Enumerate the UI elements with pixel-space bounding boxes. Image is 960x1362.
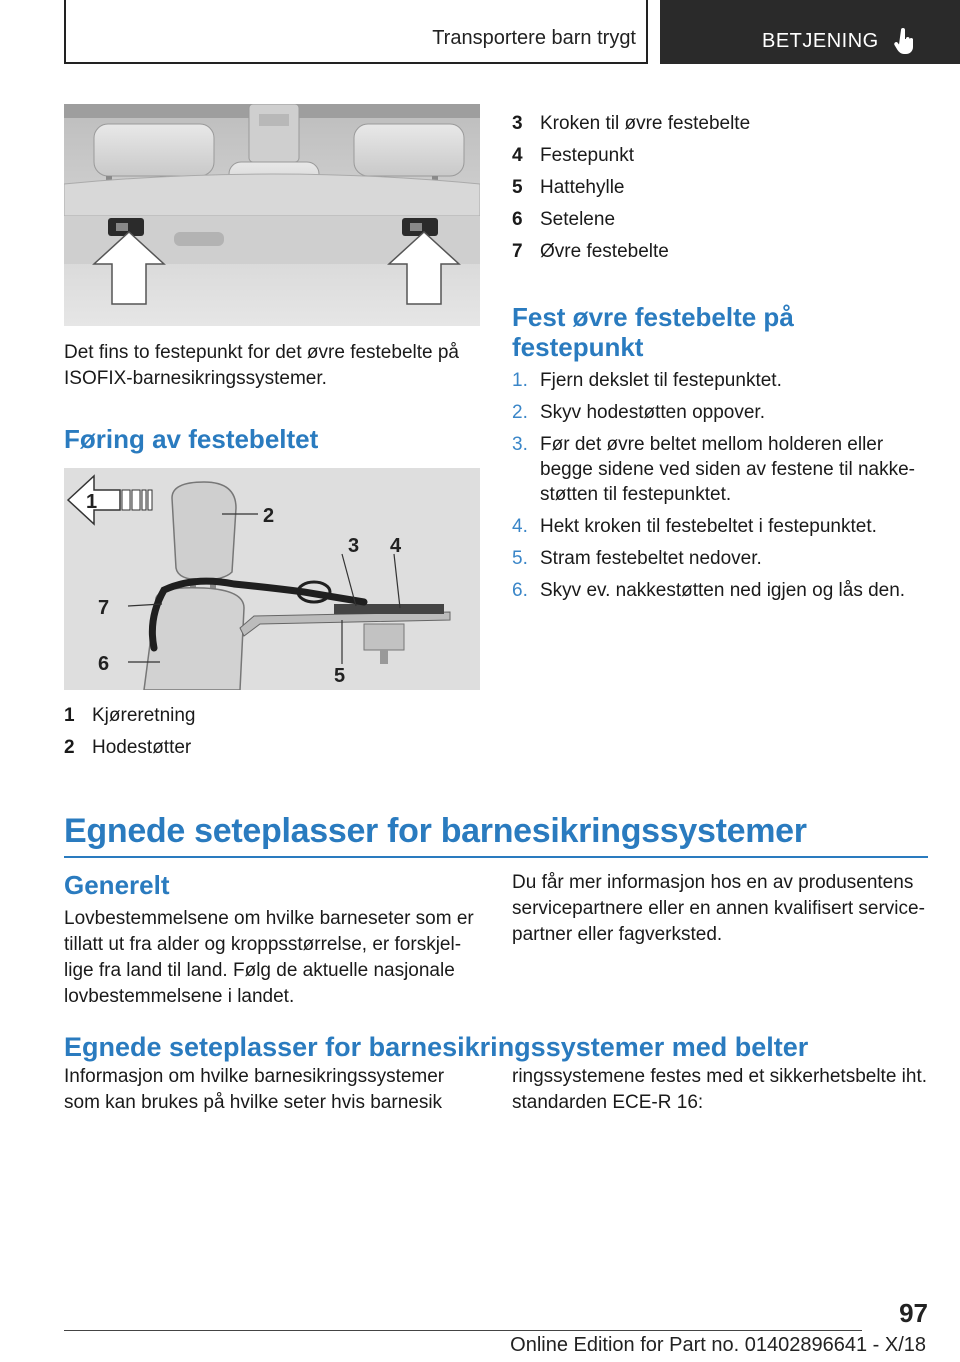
legend-text: Kroken til øvre festebelte	[540, 113, 751, 134]
step-item	[512, 546, 928, 571]
strap-routing-figure	[64, 468, 480, 690]
legend-number: 4	[512, 145, 523, 166]
legend-number: 6	[512, 209, 523, 230]
step-number: 2.	[512, 402, 528, 423]
legend-left	[64, 700, 480, 764]
rear-seat-anchor-figure	[64, 104, 480, 326]
legend-text: Hodestøtter	[92, 737, 192, 758]
steps-list	[512, 368, 928, 610]
callout-1: 1	[86, 491, 98, 513]
general-text-left: Lovbestemmelsene om hvilke barneseter som er tillatt ut fra alder og kroppsstørrelse, er forskjellige fra land til land. Følg de aktuelle nasjonale lovbestemmelsene i landet.	[64, 908, 474, 1007]
heading-attach-strap: Fest øvre festebelte på festepunkt	[512, 302, 794, 362]
callout-6: 6	[98, 653, 110, 675]
callout-4: 4	[390, 535, 402, 557]
callout-3: 3	[348, 535, 360, 557]
step-text: Hekt kroken til festebeltet i festepunktet.	[540, 516, 877, 537]
step-number: 6.	[512, 580, 528, 601]
callout-2: 2	[263, 505, 275, 527]
legend-item	[64, 700, 480, 732]
heading-belted-seats: Egnede seteplasser for barnesikringssystemer med belter	[64, 1032, 809, 1062]
legend-item	[512, 204, 928, 236]
legend-number: 7	[512, 241, 523, 262]
legend-item	[512, 236, 928, 268]
callout-7: 7	[98, 597, 110, 619]
pointing-hand-icon	[894, 28, 916, 54]
step-text: Fjern dekslet til festepunktet.	[540, 370, 782, 391]
callout-5: 5	[334, 665, 346, 687]
step-number: 1.	[512, 370, 528, 391]
step-text: Skyv ev. nakkestøtten ned igjen og lås den.	[540, 580, 906, 601]
legend-item	[512, 108, 928, 140]
legend-text: Festepunkt	[540, 145, 634, 166]
section-title: Egnede seteplasser for barnesikringssystemer	[64, 812, 807, 850]
legend-number: 3	[512, 113, 523, 134]
legend-text: Hattehylle	[540, 177, 625, 198]
step-text: Stram festebeltet nedover.	[540, 548, 762, 569]
page-number: 97	[899, 1298, 928, 1328]
header-chapter-box	[660, 0, 960, 64]
belted-text-left: Informasjon om hvilke barnesikringssystemer som kan brukes på hvilke seter hvis barnesik	[64, 1066, 445, 1113]
heading-strap-routing: Føring av festebeltet	[64, 424, 319, 454]
section-rule	[64, 856, 928, 858]
header-section-title: Transportere barn trygt	[432, 27, 636, 49]
step-item	[512, 514, 928, 539]
legend-item	[64, 732, 480, 764]
step-text: Skyv hodestøtten oppover.	[540, 402, 765, 423]
step-number: 5.	[512, 548, 528, 569]
legend-text: Setelene	[540, 209, 616, 230]
legend-item	[512, 140, 928, 172]
figure-caption: Det fins to festepunkt for det øvre festebelte på ISOFIX-barnesikringssystemer.	[64, 342, 459, 389]
step-item	[512, 400, 928, 425]
step-text: Før det øvre beltet mellom holderen eller begge sidene ved siden av festene til nakkestøtten til festepunktet.	[540, 434, 915, 505]
general-text-right: Du får mer informasjon hos en av produsentens servicepartnere eller en annen kvalifisert servicepartner eller fagverksted.	[512, 872, 925, 945]
heading-general: Generelt	[64, 870, 170, 900]
belted-text-right: ringssystemene festes med et sikkerhetsbelte iht. standarden ECE-R 16:	[512, 1066, 928, 1113]
header-chapter-title: BETJENING	[762, 30, 879, 52]
legend-number: 5	[512, 177, 523, 198]
step-item	[512, 432, 928, 507]
header-section-box	[64, 0, 648, 64]
legend-right	[512, 108, 928, 268]
legend-number: 1	[64, 705, 75, 726]
legend-item	[512, 172, 928, 204]
legend-number: 2	[64, 737, 75, 758]
step-number: 3.	[512, 434, 528, 455]
step-item	[512, 368, 928, 393]
legend-text: Øvre festebelte	[540, 241, 669, 262]
legend-text: Kjøreretning	[92, 705, 196, 726]
step-number: 4.	[512, 516, 528, 537]
footer-rule	[64, 1330, 862, 1331]
footer-edition: Online Edition for Part no. 01402896641 - X/18	[510, 1334, 926, 1356]
step-item	[512, 578, 928, 603]
